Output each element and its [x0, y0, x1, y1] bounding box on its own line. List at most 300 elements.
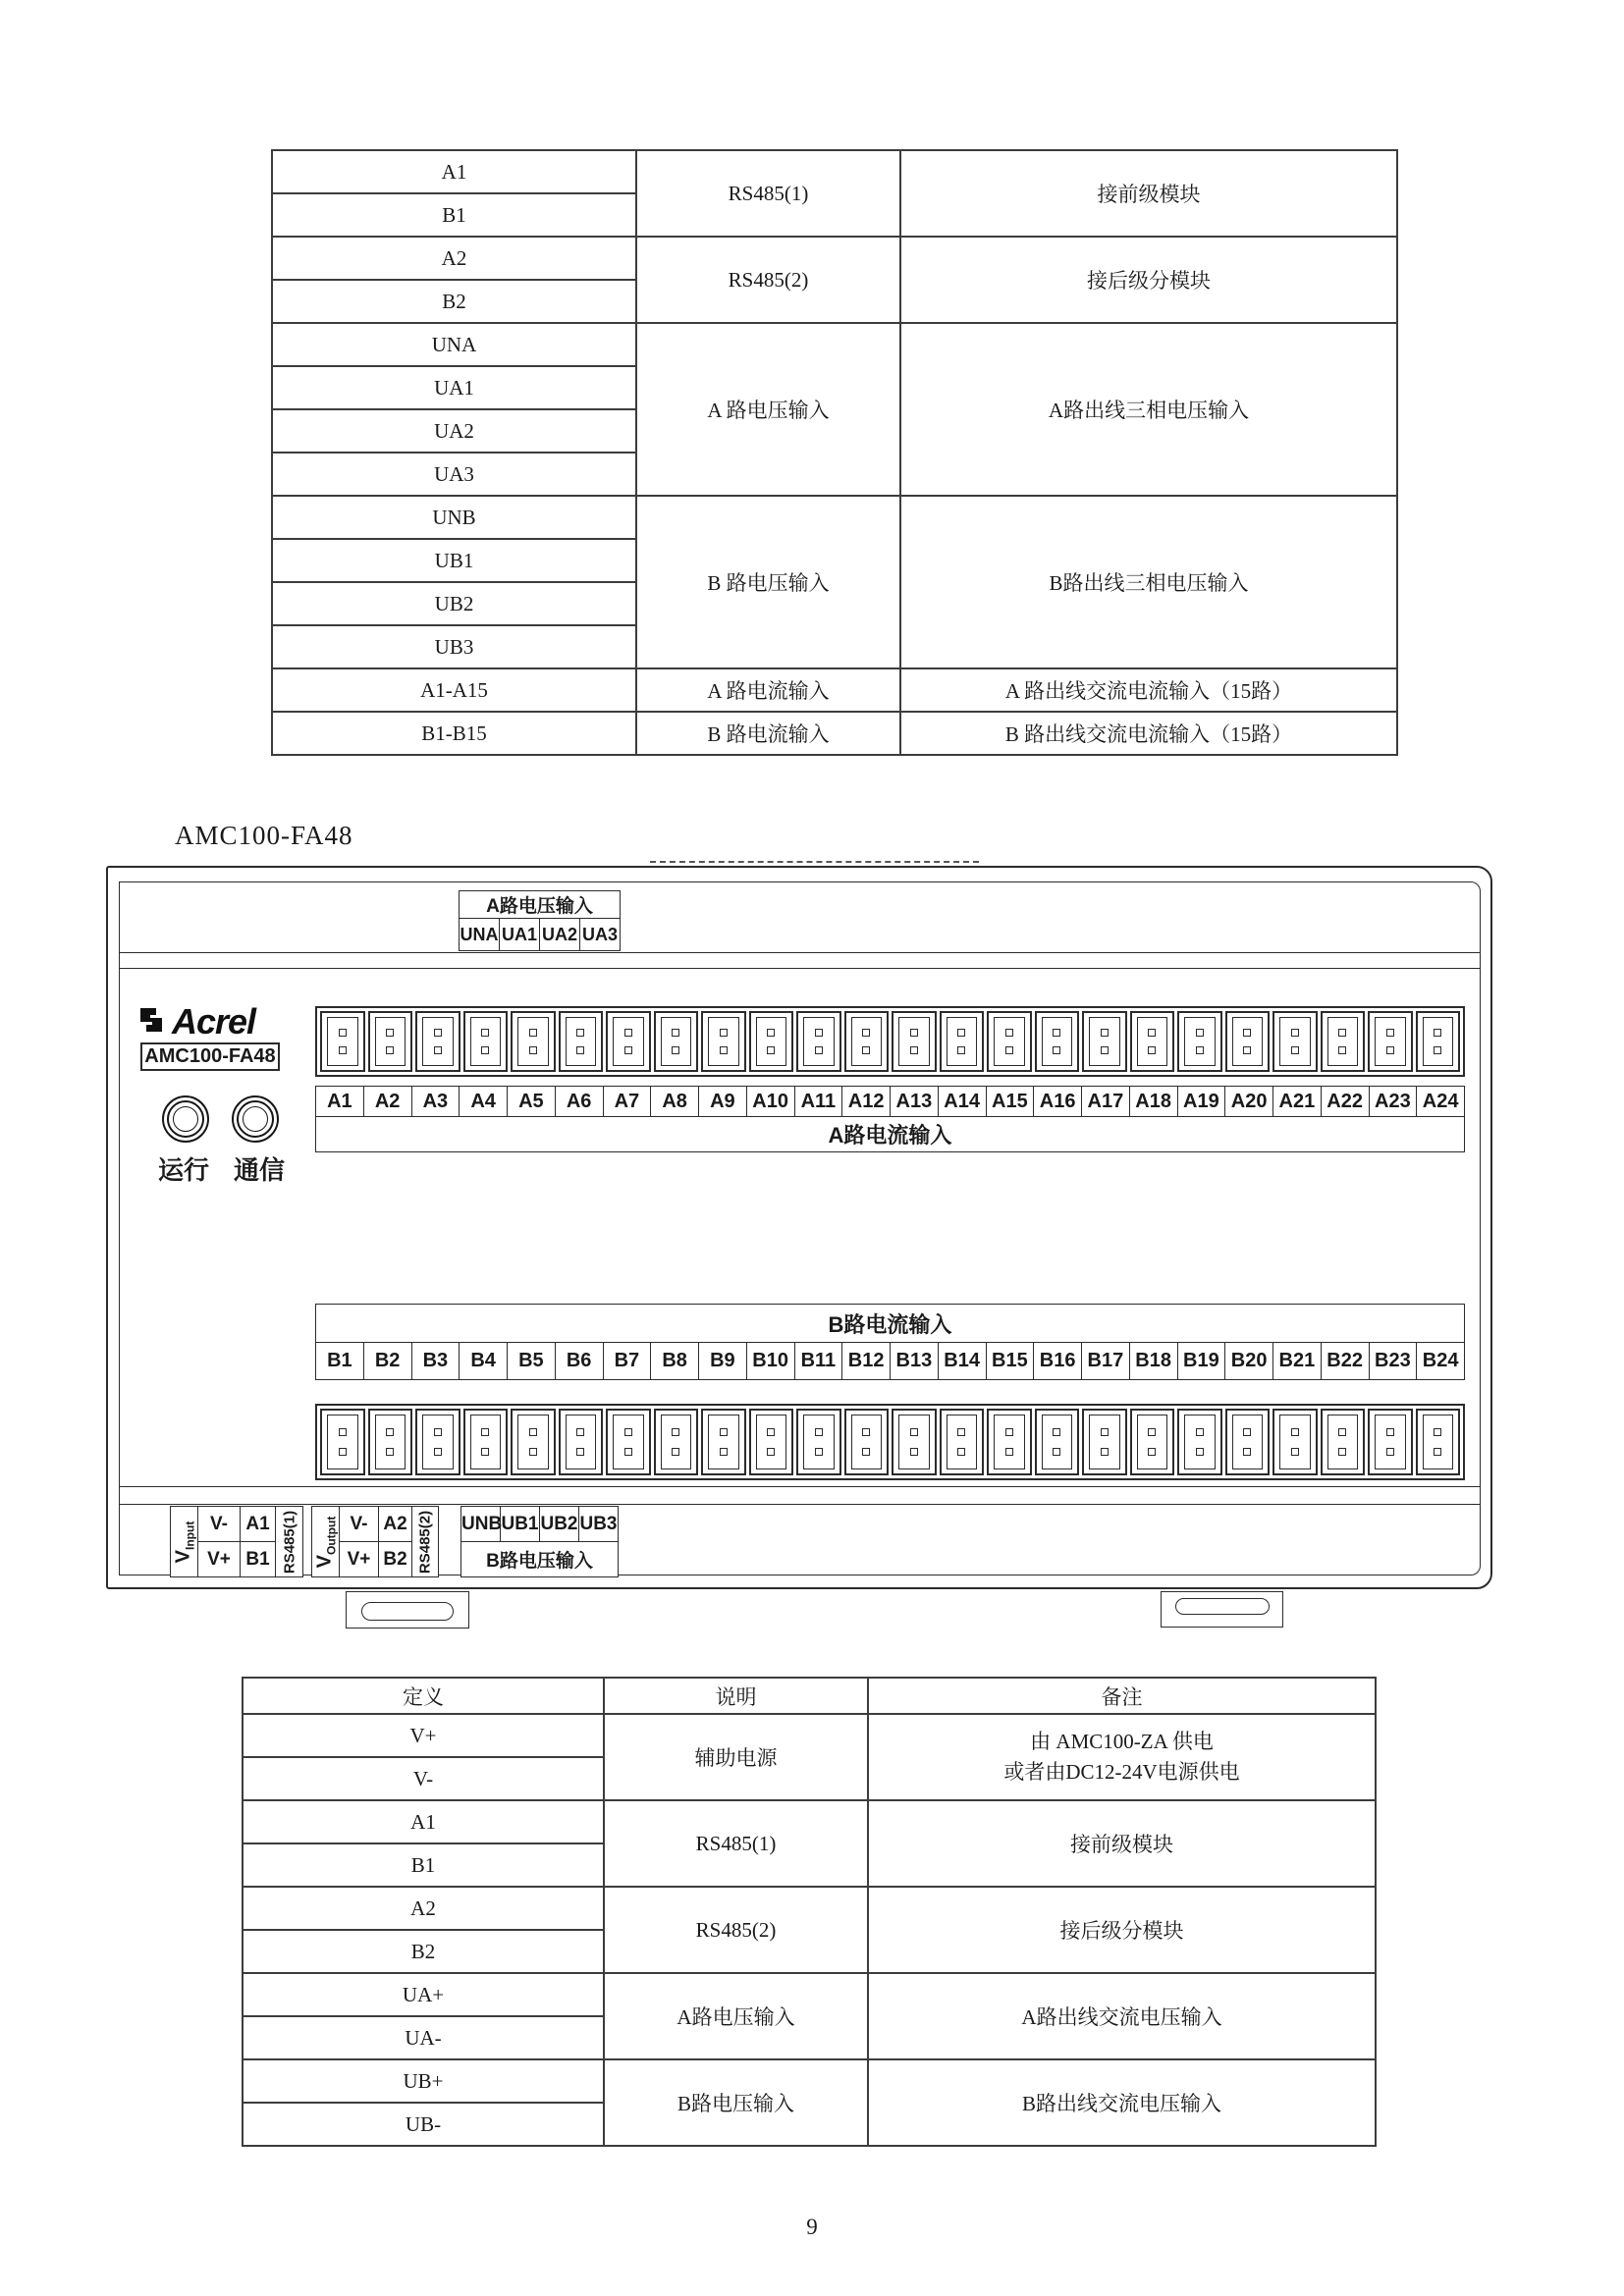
device-front-view [106, 866, 1492, 1589]
terminal-connector [463, 1409, 509, 1475]
terminal-cell: UNA [272, 323, 636, 366]
connector-pin [434, 1029, 442, 1037]
terminal-connector [1130, 1011, 1175, 1072]
terminal-connector [1416, 1011, 1461, 1072]
connector-pin [1148, 1029, 1156, 1037]
table-row [272, 712, 1397, 755]
description-cell: B路电压输入 [604, 2059, 868, 2146]
connector-pin [720, 1029, 728, 1037]
panel-divider-line [119, 1504, 1481, 1505]
terminal-label: UA3 [580, 919, 621, 951]
terminal-label: UNB [461, 1507, 501, 1542]
connector-pin [1291, 1428, 1299, 1436]
v-output-label: $V_{Output}$ [312, 1507, 340, 1577]
acrel-logo-icon [137, 1005, 167, 1040]
terminal-label: B14 [939, 1343, 987, 1379]
terminal-label: A10 [747, 1087, 795, 1116]
terminal-connector [511, 1409, 556, 1475]
description-cell: A 路电流输入 [636, 668, 900, 712]
connector-pin [1101, 1029, 1109, 1037]
connector-pin [1005, 1448, 1013, 1456]
current-a-labels [315, 1086, 1465, 1117]
terminal-connector [701, 1011, 746, 1072]
terminal-connector [1321, 1011, 1366, 1072]
terminal-label: A1 [241, 1507, 276, 1542]
connector-pin [910, 1029, 918, 1037]
table-row [243, 1973, 1376, 2016]
connector-body [613, 1017, 644, 1066]
terminal-label: B3 [412, 1343, 460, 1379]
terminal-connector [844, 1011, 890, 1072]
connector-pin [339, 1428, 347, 1436]
terminal-label: B24 [1422, 1350, 1459, 1371]
connector-pin [529, 1029, 537, 1037]
terminal-label: B19 [1178, 1343, 1226, 1379]
connector-pin [767, 1046, 775, 1054]
connector-pin [624, 1046, 632, 1054]
terminal-label: A8 [651, 1087, 699, 1116]
terminal-connector [1225, 1409, 1271, 1475]
terminal-connector [559, 1011, 604, 1072]
terminal-label: B6 [556, 1343, 604, 1379]
header-cell: 备注 [868, 1678, 1376, 1714]
terminal-cell: A1 [272, 150, 636, 193]
connector-body [994, 1017, 1025, 1066]
description-cell: RS485(1) [636, 150, 900, 237]
mounting-slot [1175, 1598, 1270, 1615]
terminal-label: A1 [316, 1087, 364, 1116]
connector-pin [1386, 1428, 1394, 1436]
connector-pin [386, 1428, 394, 1436]
terminal-cell: B2 [243, 1930, 604, 1973]
terminal-label: A7 [604, 1087, 652, 1116]
voltage-b-title: B路电压输入 [461, 1542, 619, 1577]
table-row [243, 1800, 1376, 1843]
connector-pin [1338, 1428, 1346, 1436]
brand-name: Acrel [172, 1001, 256, 1041]
connector-body [947, 1017, 978, 1066]
connector-pin [815, 1029, 823, 1037]
table-row [243, 1887, 1376, 1930]
terminal-connector [415, 1409, 460, 1475]
terminal-label: B2 [379, 1542, 412, 1577]
description-cell: RS485(2) [604, 1887, 868, 1973]
connector-pin [1101, 1046, 1109, 1054]
connector-body [708, 1415, 739, 1469]
terminal-cell: A1 [243, 1800, 604, 1843]
connector-pin [1101, 1428, 1109, 1436]
connector-pin [957, 1428, 965, 1436]
connector-body [470, 1017, 502, 1066]
connector-pin [1243, 1046, 1251, 1054]
terminal-connector [701, 1409, 746, 1475]
description-cell: 辅助电源 [604, 1714, 868, 1800]
connector-pin [1053, 1046, 1060, 1054]
panel-divider-line [119, 968, 1481, 969]
terminal-label: UB2 [540, 1507, 579, 1542]
terminal-connector [1321, 1409, 1366, 1475]
connector-pin [1291, 1029, 1299, 1037]
mounting-tab [346, 1591, 469, 1629]
terminal-label: A20 [1225, 1087, 1273, 1116]
terminal-cell: UB+ [243, 2059, 604, 2103]
terminal-label: V- [340, 1507, 379, 1542]
terminal-connector [654, 1011, 699, 1072]
connector-pin [1434, 1029, 1441, 1037]
remark-line: 或者由DC12-24V电源供电 [1003, 1760, 1240, 1784]
connector-pin [481, 1428, 489, 1436]
connector-pin [910, 1448, 918, 1456]
connector-pin [910, 1428, 918, 1436]
terminal-label: B17 [1082, 1343, 1130, 1379]
terminal-label: UNA [460, 919, 500, 951]
connector-body [898, 1017, 930, 1066]
terminal-cell: A2 [243, 1887, 604, 1930]
terminal-connector [320, 1409, 365, 1475]
connector-body [947, 1415, 978, 1469]
terminal-label: B1 [316, 1343, 364, 1379]
terminal-cell: UA+ [243, 1973, 604, 2016]
connector-pin [862, 1046, 870, 1054]
connector-pin [481, 1046, 489, 1054]
terminal-label: A22 [1322, 1087, 1370, 1116]
terminal-label: A11 [795, 1087, 843, 1116]
terminal-connector [1272, 1011, 1318, 1072]
terminal-label: V+ [340, 1542, 379, 1577]
terminal-connector [368, 1011, 413, 1072]
run-led-label: 运行 [158, 1155, 210, 1185]
terminal-label: V+ [198, 1542, 241, 1577]
terminal-label: A24 [1422, 1090, 1459, 1112]
terminal-connector [940, 1409, 985, 1475]
remark-line: 由 AMC100-ZA 供电 [1030, 1729, 1214, 1753]
connector-pin [624, 1428, 632, 1436]
mounting-slot [361, 1602, 454, 1621]
connector-pin [529, 1448, 537, 1456]
connector-pin [1434, 1428, 1441, 1436]
table-row [272, 496, 1397, 539]
terminal-label: A17 [1082, 1087, 1130, 1116]
current-a-band: A路电流输入 [315, 1117, 1465, 1152]
connector-pin [576, 1428, 584, 1436]
connector-body [422, 1415, 454, 1469]
terminal-label: B12 [842, 1343, 891, 1379]
connector-pin [1386, 1029, 1394, 1037]
terminal-label: B10 [747, 1343, 795, 1379]
top-table [271, 149, 1398, 756]
connector-pin [1148, 1428, 1156, 1436]
connector-body [1423, 1415, 1454, 1469]
terminal-connector [749, 1409, 794, 1475]
terminal-label: B5 [508, 1343, 556, 1379]
connector-pin [862, 1029, 870, 1037]
terminal-connector [1130, 1409, 1175, 1475]
connector-body [1232, 1415, 1264, 1469]
terminal-cell: B1 [243, 1843, 604, 1887]
terminal-cell: B1-B15 [272, 712, 636, 755]
connector-pin [1148, 1448, 1156, 1456]
connector-body [661, 1415, 692, 1469]
connector-pin [576, 1029, 584, 1037]
table-row [272, 237, 1397, 280]
terminal-cell: B1 [272, 193, 636, 237]
connector-body [756, 1415, 787, 1469]
terminal-connector [654, 1409, 699, 1475]
brand-logo [137, 1001, 255, 1042]
connector-body [1089, 1415, 1120, 1469]
connector-body [613, 1415, 644, 1469]
remark-cell: A路出线交流电压输入 [868, 1973, 1376, 2059]
terminal-connector [1035, 1011, 1080, 1072]
description-cell: B 路电压输入 [636, 496, 900, 668]
current-b-band: B路电流输入 [315, 1304, 1465, 1343]
terminal-cell: UB3 [272, 625, 636, 668]
connector-pin [672, 1029, 679, 1037]
connector-pin [1291, 1046, 1299, 1054]
connector-pin [1434, 1046, 1441, 1054]
connector-pin [1053, 1428, 1060, 1436]
connector-body [517, 1017, 549, 1066]
terminal-label: A23 [1370, 1087, 1418, 1116]
connector-body [566, 1415, 597, 1469]
connector-body [327, 1415, 358, 1469]
remark-cell: 接后级分模块 [868, 1887, 1376, 1973]
header-cell: 定义 [243, 1678, 604, 1714]
connector-pin [767, 1428, 775, 1436]
bottom-table-header-row [243, 1678, 1376, 1714]
connector-pin [576, 1448, 584, 1456]
connector-body [708, 1017, 739, 1066]
terminal-label: A6 [556, 1087, 604, 1116]
terminal-label: B20 [1225, 1343, 1273, 1379]
terminal-label: A4 [460, 1087, 508, 1116]
connector-body [1184, 1017, 1216, 1066]
connector-body [1279, 1017, 1311, 1066]
terminal-connector [559, 1409, 604, 1475]
table-row [243, 1714, 1376, 1757]
connector-pin [1005, 1428, 1013, 1436]
connector-pin [481, 1448, 489, 1456]
connector-pin [1148, 1046, 1156, 1054]
terminal-cell: B2 [272, 280, 636, 323]
terminal-label: B15 [987, 1343, 1035, 1379]
terminal-connector [606, 1409, 651, 1475]
terminal-label: B16 [1034, 1343, 1082, 1379]
terminal-label: UB1 [501, 1507, 540, 1542]
connector-pin [1338, 1046, 1346, 1054]
terminal-label: A5 [508, 1087, 556, 1116]
terminal-label: B8 [651, 1343, 699, 1379]
terminal-label: B11 [795, 1343, 843, 1379]
comm-led-indicator [232, 1095, 279, 1143]
terminal-connector [1416, 1409, 1461, 1475]
terminal-label: UA1 [500, 919, 540, 951]
connector-pin [434, 1046, 442, 1054]
terminal-label: B23 [1370, 1343, 1418, 1379]
terminal-label: A14 [939, 1087, 987, 1116]
connector-body [1423, 1017, 1454, 1066]
connector-pin [386, 1448, 394, 1456]
connector-pin [720, 1448, 728, 1456]
power-output-terminal-block [311, 1506, 439, 1577]
terminal-label: B2 [364, 1343, 412, 1379]
connector-pin [1005, 1029, 1013, 1037]
voltage-b-terminal-block [460, 1506, 619, 1577]
terminal-connector [987, 1011, 1032, 1072]
din-rail-ticks [650, 861, 979, 863]
table-row [272, 150, 1397, 193]
terminal-cell: UB- [243, 2103, 604, 2146]
terminal-cell: UA- [243, 2016, 604, 2059]
front-model-label: AMC100-FA48 [140, 1042, 280, 1071]
connector-body [803, 1415, 835, 1469]
terminal-label: A15 [987, 1087, 1035, 1116]
terminal-label: A9 [699, 1087, 747, 1116]
connector-pin [767, 1029, 775, 1037]
connector-body [1375, 1415, 1406, 1469]
terminal-connector [1082, 1409, 1127, 1475]
connector-pin [481, 1029, 489, 1037]
connector-pin [720, 1428, 728, 1436]
terminal-connector [796, 1409, 841, 1475]
connector-pin [576, 1046, 584, 1054]
connector-body [851, 1415, 883, 1469]
connector-pin [672, 1046, 679, 1054]
connector-pin [1005, 1046, 1013, 1054]
panel-divider-line [119, 952, 1481, 953]
terminal-label: A18 [1130, 1087, 1178, 1116]
connector-pin [1196, 1029, 1204, 1037]
connector-pin [1434, 1448, 1441, 1456]
terminal-connector [1368, 1011, 1413, 1072]
power-input-terminal-block [170, 1506, 303, 1577]
terminal-connector [1082, 1011, 1127, 1072]
remark-cell: B 路出线交流电流输入（15路） [900, 712, 1397, 755]
connector-body [1327, 1017, 1359, 1066]
terminal-connector [1177, 1409, 1222, 1475]
terminal-label: UA2 [540, 919, 580, 951]
terminal-connector [511, 1011, 556, 1072]
terminal-connector [892, 1011, 937, 1072]
terminal-cell: V+ [243, 1714, 604, 1757]
connector-pin [434, 1428, 442, 1436]
terminal-connector [415, 1011, 460, 1072]
connector-pin [815, 1046, 823, 1054]
terminal-label: B9 [699, 1343, 747, 1379]
connector-pin [339, 1029, 347, 1037]
bottom-table [242, 1677, 1377, 2147]
current-b-connectors [315, 1404, 1465, 1480]
remark-cell: 接前级模块 [900, 150, 1397, 237]
connector-pin [1386, 1448, 1394, 1456]
connector-pin [862, 1428, 870, 1436]
remark-cell: 接后级分模块 [900, 237, 1397, 323]
terminal-label: B22 [1322, 1343, 1370, 1379]
terminal-connector [1368, 1409, 1413, 1475]
connector-body [661, 1017, 692, 1066]
connector-pin [386, 1029, 394, 1037]
remark-cell: 接前级模块 [868, 1800, 1376, 1887]
connector-pin [957, 1448, 965, 1456]
terminal-cell: UB1 [272, 539, 636, 582]
terminal-connector [463, 1011, 509, 1072]
current-b-labels [315, 1343, 1465, 1380]
connector-body [375, 1415, 406, 1469]
table-row [272, 323, 1397, 366]
connector-pin [957, 1046, 965, 1054]
connector-pin [1196, 1046, 1204, 1054]
description-cell: A 路电压输入 [636, 323, 900, 496]
connector-body [517, 1415, 549, 1469]
terminal-label: B1 [241, 1542, 276, 1577]
remark-cell: B路出线交流电压输入 [868, 2059, 1376, 2146]
terminal-cell: UA1 [272, 366, 636, 409]
remark-cell: B路出线三相电压输入 [900, 496, 1397, 668]
connector-body [1184, 1415, 1216, 1469]
terminal-connector [892, 1409, 937, 1475]
terminal-cell: A1-A15 [272, 668, 636, 712]
connector-body [898, 1415, 930, 1469]
terminal-label: A2 [379, 1507, 412, 1542]
connector-pin [1386, 1046, 1394, 1054]
connector-body [1137, 1017, 1168, 1066]
connector-pin [1243, 1428, 1251, 1436]
terminal-cell: UA2 [272, 409, 636, 453]
terminal-connector [1225, 1011, 1271, 1072]
connector-pin [1338, 1029, 1346, 1037]
connector-pin [529, 1046, 537, 1054]
terminal-connector [368, 1409, 413, 1475]
remark-cell: A路出线三相电压输入 [900, 323, 1397, 496]
terminal-connector [1272, 1409, 1318, 1475]
terminal-label: UB3 [579, 1507, 619, 1542]
comm-led-label: 通信 [234, 1155, 286, 1185]
terminal-label: V- [198, 1507, 241, 1542]
connector-body [1232, 1017, 1264, 1066]
terminal-connector [796, 1011, 841, 1072]
terminal-label: B7 [604, 1343, 652, 1379]
connector-body [422, 1017, 454, 1066]
connector-pin [815, 1448, 823, 1456]
terminal-connector [320, 1011, 365, 1072]
connector-body [327, 1017, 358, 1066]
connector-body [566, 1017, 597, 1066]
connector-pin [1291, 1448, 1299, 1456]
terminal-label: A21 [1273, 1087, 1322, 1116]
rs485-2-label: RS485(2) [412, 1507, 439, 1577]
connector-pin [1053, 1029, 1060, 1037]
run-led-indicator [162, 1095, 209, 1143]
terminal-cell: A2 [272, 237, 636, 280]
connector-body [756, 1017, 787, 1066]
connector-pin [386, 1046, 394, 1054]
rs485-1-label: RS485(1) [276, 1507, 303, 1577]
connector-body [1042, 1415, 1073, 1469]
connector-pin [672, 1448, 679, 1456]
connector-pin [672, 1428, 679, 1436]
connector-body [1327, 1415, 1359, 1469]
connector-body [1042, 1017, 1073, 1066]
terminal-label: B4 [460, 1343, 508, 1379]
terminal-connector [844, 1409, 890, 1475]
connector-pin [910, 1046, 918, 1054]
connector-body [851, 1017, 883, 1066]
connector-pin [1243, 1448, 1251, 1456]
terminal-cell: UA3 [272, 453, 636, 496]
connector-pin [1196, 1448, 1204, 1456]
connector-pin [957, 1029, 965, 1037]
connector-pin [434, 1448, 442, 1456]
